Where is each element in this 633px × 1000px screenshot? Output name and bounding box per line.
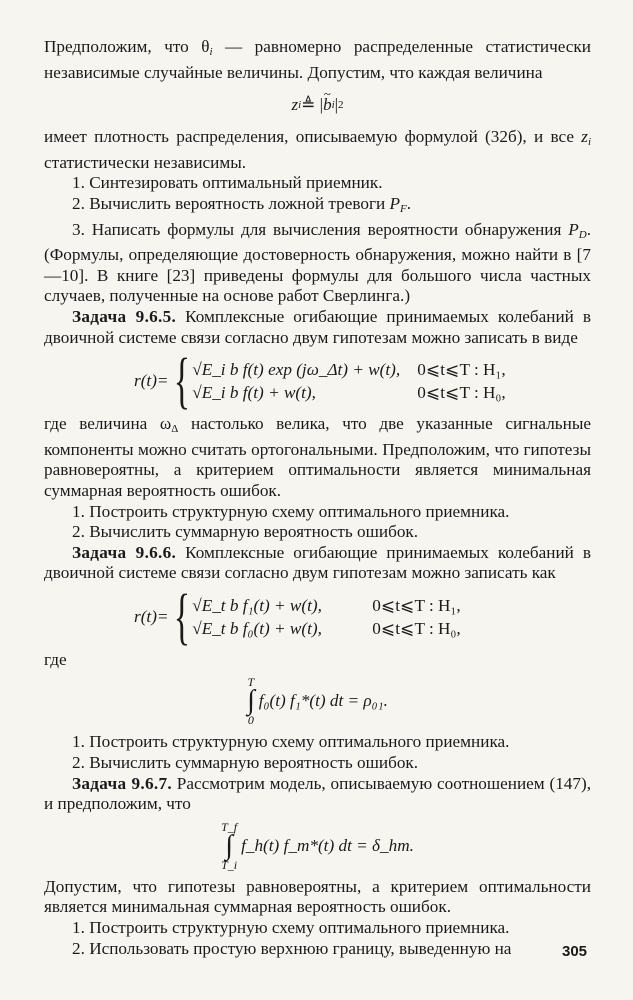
brace-icon: { [173,347,190,416]
page-number: 305 [562,943,588,960]
equation-row: √E_i b f(t) exp (jω_Δt) + w(t), [192,360,401,380]
equation-system-2 [134,582,591,651]
list-item: 2. Вычислить суммарную вероятность ошибок. [72,753,419,773]
paragraph-orthogonal: где величина $\omega_\Delta$ настолько велика, что две указанные сигнальные компоненты можно считать ортогональными. Предположим, что гипотезы равновероятны, а критерием оптимальности является минимальная суммарная вероятность ошибок. [44,414,591,500]
list-item: 2. Вычислить вероятность ложной тревоги $P_F$. [72,193,412,215]
page-body [44,37,591,959]
equation-condition: 0⩽t⩽T : H₁, [372,595,461,615]
paragraph-density: имеет плотность распределения, описываемую формулой (32б), и все $z_i$ статистически независимы. [44,127,591,172]
equation-lhs: r(t)= [134,606,169,626]
paragraph-intro: Предположим, что $\theta_i$ — равномерно распределенные статистически независимые случайные величины. Допустим, что каждая величина [44,37,591,82]
formula-z-definition: z i ≜ | ~ b i | 2 [44,87,591,123]
integral-expression: f_h(t) f_m*(t) dt = δ_hm. [241,835,414,855]
equation-condition: 0⩽t⩽T : H₀, [372,618,461,638]
task-9-6-6: Задача 9.6.6. Комплексные огибающие принимаемых колебаний в двоичной системе связи согласно двум гипотезам можно записать как [44,542,592,583]
brace-icon: { [173,582,190,651]
equation-lhs: r(t)= [134,370,169,390]
list-item: 2. Использовать простую верхнюю границу, выведенную на [72,938,512,958]
equation-row: √E_i b f(t) + w(t), [192,383,316,403]
integral-expression: f₀(t) f₁*(t) dt = ρ₀₁. [258,691,388,711]
task-title: Задача 9.6.6. [72,542,177,562]
task-title: Задача 9.6.5. [72,306,177,326]
task-9-6-7: Задача 9.6.7. Рассмотрим модель, описываемую соотношением (147), и предположим, что [44,773,591,814]
task-title: Задача 9.6.7. [72,773,172,793]
equation-system-1 [134,347,591,416]
integral-icon: T ∫ 0 [247,675,255,728]
list-item: 2. Вычислить суммарную вероятность ошибок. [72,522,419,542]
integral-orthogonality [44,676,591,726]
equation-condition: 0⩽t⩽T : H₀, [417,383,506,403]
equation-condition: 0⩽t⩽T : H₁, [417,360,506,380]
list-item: 1. Построить структурную схему оптимального приемника. [72,918,510,938]
list-item: 1. Построить структурную схему оптимального приемника. [72,732,510,752]
paragraph-equiprobable: Допустим, что гипотезы равновероятны, а критерием оптимальности является минимальная суммарная вероятность ошибок. [44,876,591,917]
word-where: где [44,649,67,669]
equation-row: √E_t b f₀(t) + w(t), [192,618,322,638]
list-item: 3. Написать формулы для вычисления вероятности обнаружения $P_D$. (Формулы, определяющие достоверность обнаружения, можно найти в [7—10]. В книге [23] приведены формулы для большого числа частных случаев, полученные на основе работ Сверлинга.) [44,219,591,306]
integral-delta [44,821,591,871]
task-9-6-5: Задача 9.6.5. Комплексные огибающие принимаемых колебаний в двоичной системе связи согласно двум гипотезам можно записать в виде [44,306,592,347]
list-item: 1. Построить структурную схему оптимального приемника. [72,501,510,521]
integral-icon: T_f ∫ T_i [221,819,238,872]
equation-row: √E_t b f₁(t) + w(t), [192,595,322,615]
list-item: 1. Синтезировать оптимальный приемник. [72,173,383,193]
